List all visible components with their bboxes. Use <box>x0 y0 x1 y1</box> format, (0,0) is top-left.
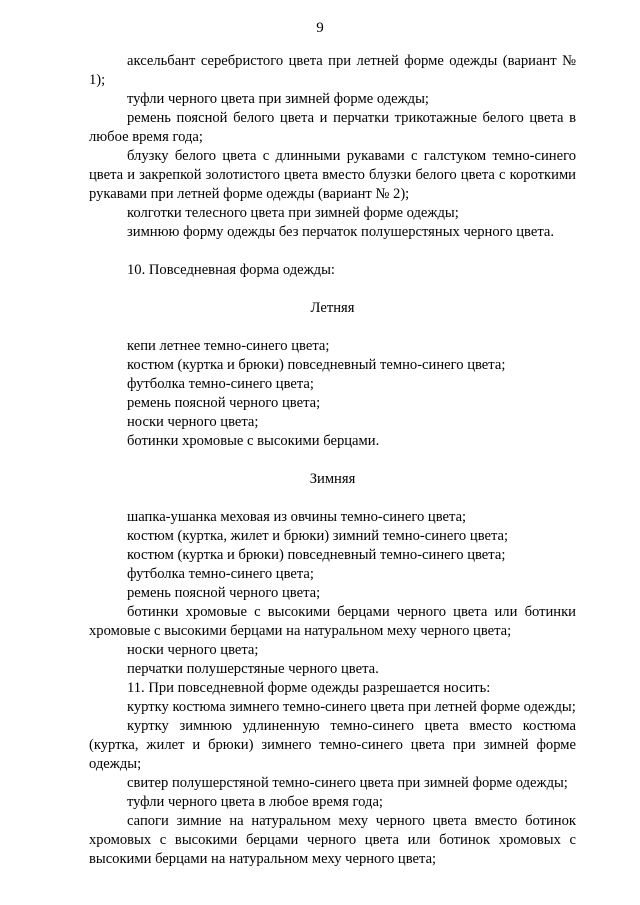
section-11-title: 11. При повседневной форме одежды разрешается носить: <box>127 680 491 696</box>
list-item: носки черного цвета; <box>127 414 259 430</box>
paragraph: аксельбант серебристого цвета при летней форме одежды (вариант № 1); <box>89 53 576 88</box>
paragraph: туфли черного цвета при зимней форме одежды; <box>127 91 429 107</box>
list-item: носки черного цвета; <box>127 642 259 658</box>
list-item: костюм (куртка и брюки) повседневный темно-синего цвета; <box>127 357 506 373</box>
summer-heading: Летняя <box>310 300 355 316</box>
list-item: футболка темно-синего цвета; <box>127 376 314 392</box>
list-item: костюм (куртка и брюки) повседневный темно-синего цвета; <box>127 547 506 563</box>
page-number: 9 <box>316 20 324 36</box>
list-item: перчатки полушерстяные черного цвета. <box>127 661 379 677</box>
list-item: свитер полушерстяной темно-синего цвета при зимней форме одежды; <box>127 775 568 791</box>
section-10-title: 10. Повседневная форма одежды: <box>127 262 335 278</box>
winter-heading: Зимняя <box>309 471 356 487</box>
list-item: куртку костюма зимнего темно-синего цвета при летней форме одежды; <box>127 699 576 715</box>
document-body <box>89 52 576 869</box>
paragraph: зимнюю форму одежды без перчаток полушерстяных черного цвета. <box>127 224 555 240</box>
list-item: туфли черного цвета в любое время года; <box>127 794 383 810</box>
list-item: шапка-ушанка меховая из овчины темно-синего цвета; <box>127 509 467 525</box>
list-item: ремень поясной черного цвета; <box>127 585 321 601</box>
list-item: костюм (куртка, жилет и брюки) зимний темно-синего цвета; <box>127 528 509 544</box>
list-item: футболка темно-синего цвета; <box>127 566 314 582</box>
list-item: ремень поясной черного цвета; <box>127 395 321 411</box>
list-item: ботинки хромовые с высокими берцами черного цвета или ботинки хромовые с высокими берцами на натуральном меху черного цвета; <box>89 604 576 639</box>
paragraph: блузку белого цвета с длинными рукавами с галстуком темно-синего цвета и закрепкой золотистого цвета вместо блузки белого цвета с короткими рукавами при летней форме одежды (вариант № 2); <box>89 148 576 202</box>
list-item: ботинки хромовые с высокими берцами. <box>127 433 380 449</box>
list-item: сапоги зимние на натуральном меху черного цвета вместо ботинок хромовых с высокими берцами черного цвета или ботинок хромовых с высокими берцами на натуральном меху черного цвета; <box>89 813 576 867</box>
paragraph: ремень поясной белого цвета и перчатки трикотажные белого цвета в любое время года; <box>89 110 576 145</box>
paragraph: колготки телесного цвета при зимней форме одежды; <box>127 205 459 221</box>
list-item: куртку зимнюю удлиненную темно-синего цвета вместо костюма (куртка, жилет и брюки) зимнего темно-синего цвета при зимней форме одежды; <box>89 718 576 772</box>
list-item: кепи летнее темно-синего цвета; <box>127 338 330 354</box>
